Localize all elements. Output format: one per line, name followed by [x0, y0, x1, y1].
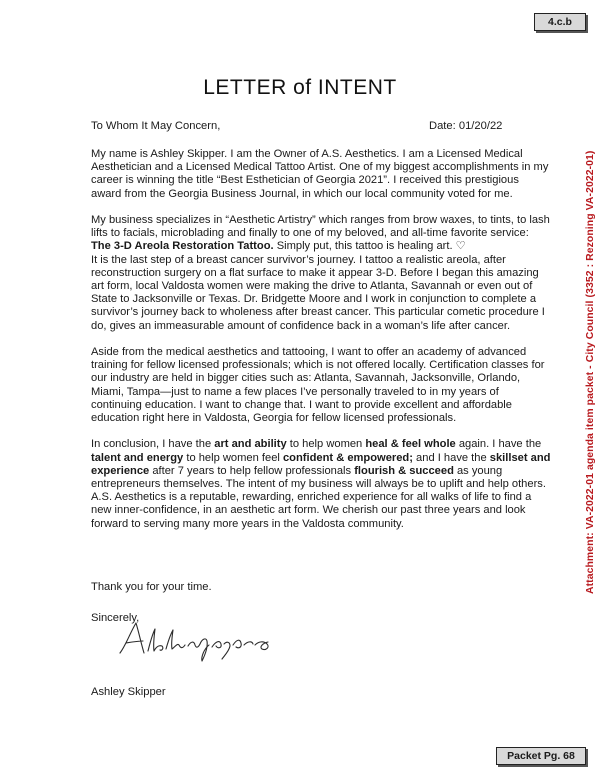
emphasis-phrase: heal & feel whole	[365, 438, 456, 451]
conclusion-text: after 7 years to help fellow professionals	[149, 464, 355, 477]
conclusion-text: and I have the	[412, 451, 490, 464]
sign-off: Sincerely,	[91, 612, 140, 624]
salutation: To Whom It May Concern,	[91, 120, 221, 132]
letter-title: LETTER of INTENT	[203, 76, 397, 99]
featured-service: The 3-D Areola Restoration Tattoo.	[91, 240, 274, 253]
letter-date: Date: 01/20/22	[429, 120, 503, 132]
emphasis-phrase: flourish & succeed	[354, 464, 454, 477]
services-detail: It is the last step of a breast cancer survivor’s journey. I tattoo a realistic areola, after reconstruction surgery on a flat surface to make it appear 3-D. Before I began this amazing art form, local Valdosta women were making the drive to Atlanta, Savannah or even out of State to Jacksonville or Texas. Dr. Bridgette Moore and I work in conjunction to complete a survivor’s journey back to wholeness after breast cancer. This particular cometic procedure I do, gives an immeasurable amount of confidence back in a woman’s life after cancer.	[91, 253, 545, 332]
packet-page-number: Packet Pg. 68	[496, 747, 586, 765]
services-text: My business specializes in “Aesthetic Artistry” which ranges from brow waxes, to tints, to lash lifts to facials, microblading and finally to one of my beloved, and all-time favorite service:	[91, 214, 550, 240]
conclusion-text: as young entrepreneurs themselves. The intent of my business will always be to uplift and help others. A.S. Aesthetics is a reputable, rewarding, enriched experience for all walks of life to find a new inner-confidence, in an aesthetic art form. We cherish our past three years and look forward to serving many more years in the Valdosta community.	[91, 464, 546, 530]
services-text-tail: Simply put, this tattoo is healing art. ♡	[273, 240, 466, 253]
paragraph-academy: Aside from the medical aesthetics and tattooing, I want to offer an academy of advanced training for fellow licensed professionals; which is not offered locally. Certification classes for our industry are held in bigger cities such as: Atlanta, Savannah, Jacksonville, Orlando, Miami, Tampa—just to name a few places I’ve personally traveled to in my years of continuing education. I want to change that. I want to provide excellent and affordable education right here in Valdosta, Georgia for fellow licensed professionals.	[91, 346, 545, 425]
conclusion-text: to help women	[286, 438, 366, 451]
conclusion-text: again. I have the	[455, 438, 542, 451]
emphasis-phrase: confident & empowered;	[282, 451, 413, 464]
emphasis-phrase: art and ability	[214, 438, 287, 451]
handwritten-signature	[112, 615, 274, 665]
conclusion-text: In conclusion, I have the	[91, 438, 215, 451]
attachment-side-label: Attachment: VA-2022-01 agenda item packet - City Council (3352 : Rezoning VA-2022-01)	[585, 150, 596, 594]
page-badge-item-number: 4.c.b	[534, 13, 586, 31]
closing-line: Thank you for your time.	[91, 581, 212, 593]
emphasis-phrase: skillset and experience	[91, 451, 551, 477]
emphasis-phrase: talent and energy	[91, 451, 184, 464]
paragraph-conclusion	[91, 438, 551, 530]
paragraph-introduction: My name is Ashley Skipper. I am the Owner of A.S. Aesthetics. I am a Licensed Medical Aesthetician and a Licensed Medical Tattoo Artist. One of my biggest accomplishments in my career is winning the title “Best Esthetician of Georgia 2021”. I received this prestigious award from the Georgia Business Journal, in which our local community voted for me.	[91, 148, 549, 200]
paragraph-services	[91, 214, 551, 333]
letter-body	[91, 148, 551, 544]
conclusion-text: to help women feel	[183, 451, 283, 464]
signer-name: Ashley Skipper	[91, 686, 166, 698]
